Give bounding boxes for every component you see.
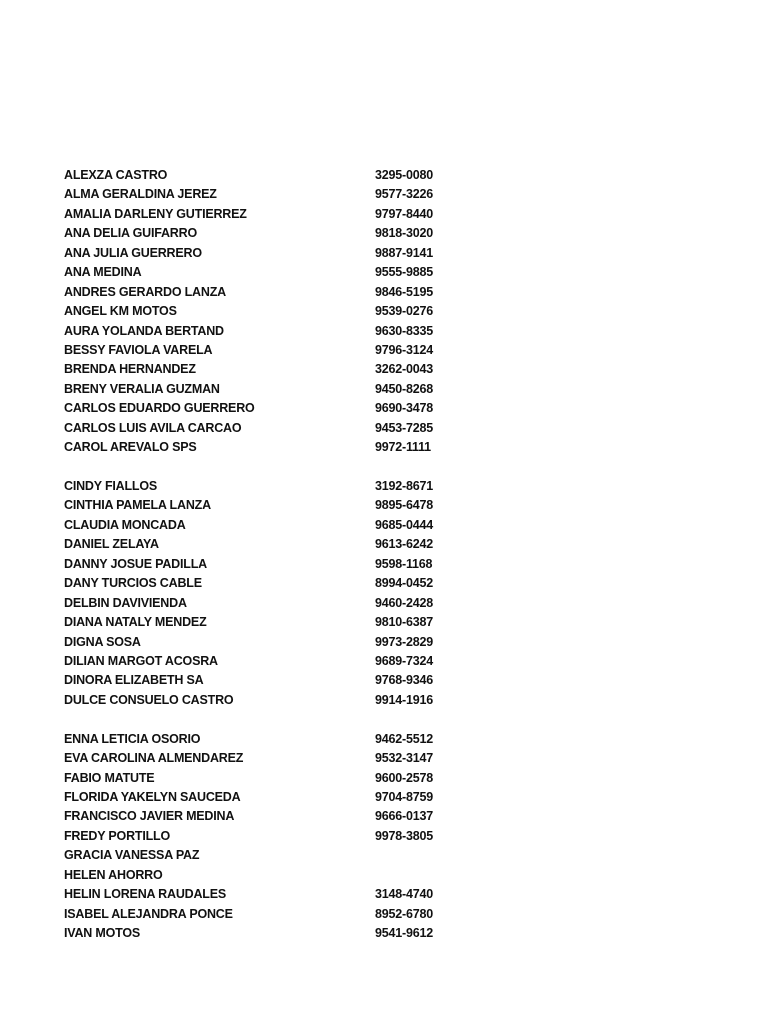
contact-name: CAROL AREVALO SPS	[64, 440, 197, 455]
contact-name: ISABEL ALEJANDRA PONCE	[64, 906, 233, 921]
contact-row	[64, 710, 464, 729]
contact-name: FRANCISCO JAVIER MEDINA	[64, 809, 235, 824]
contact-phone: 9600-2578	[375, 770, 433, 785]
contact-phone: 9704-8759	[375, 790, 433, 804]
contact-row	[64, 477, 464, 496]
contact-name: CINTHIA PAMELA LANZA	[64, 498, 211, 513]
contact-row	[64, 341, 464, 360]
contact-phone: 3148-4740	[375, 887, 433, 902]
contact-phone: 9460-2428	[375, 595, 433, 610]
contact-phone: 9972-1111	[375, 440, 431, 455]
contact-name: AMALIA DARLENY GUTIERREZ	[64, 206, 247, 221]
contact-row	[64, 535, 464, 554]
contact-name: DIANA NATALY MENDEZ	[64, 615, 207, 630]
contact-row	[64, 788, 464, 807]
contact-row	[64, 846, 464, 865]
contact-phone: 3192-8671	[375, 479, 433, 493]
contact-row	[64, 866, 464, 885]
contact-name: BESSY FAVIOLA VARELA	[64, 342, 213, 357]
contact-row	[64, 458, 464, 477]
contact-name: ANA DELIA GUIFARRO	[64, 226, 197, 241]
contact-phone: 9685-0444	[375, 517, 433, 532]
contact-row	[64, 691, 464, 710]
contact-phone: 8952-6780	[375, 906, 433, 921]
contact-row	[64, 205, 464, 224]
contact-name: ANGEL KM MOTOS	[64, 304, 177, 319]
contact-row	[64, 419, 464, 438]
contact-row	[64, 244, 464, 263]
contact-phone: 9895-6478	[375, 498, 433, 513]
contact-row	[64, 555, 464, 574]
contact-row	[64, 360, 464, 379]
contact-phone: 9450-8268	[375, 381, 433, 396]
contact-phone: 9541-9612	[375, 926, 433, 941]
contact-phone: 8994-0452	[375, 576, 433, 591]
contact-phone: 9689-7324	[375, 653, 433, 668]
contact-name: HELIN LORENA RAUDALES	[64, 887, 227, 902]
contact-name: DELBIN DAVIVIENDA	[64, 595, 187, 610]
contact-name: DULCE CONSUELO CASTRO	[64, 692, 234, 707]
contact-phone: 9914-1916	[375, 692, 433, 707]
contact-row	[64, 594, 464, 613]
contact-row	[64, 924, 464, 943]
contact-name: HELEN AHORRO	[64, 867, 163, 882]
contact-name: ENNA LETICIA OSORIO	[64, 731, 201, 746]
contact-row	[64, 671, 464, 690]
contact-phone: 3262-0043	[375, 362, 433, 377]
contact-row	[64, 652, 464, 671]
contact-row	[64, 380, 464, 399]
contact-row	[64, 885, 464, 904]
contact-phone: 9973-2829	[375, 634, 433, 649]
contact-row	[64, 633, 464, 652]
contact-row	[64, 807, 464, 826]
contact-name: GRACIA VANESSA PAZ	[64, 848, 200, 863]
contact-name: DINORA ELIZABETH SA	[64, 673, 204, 688]
contact-row	[64, 574, 464, 593]
contact-name: CARLOS EDUARDO GUERRERO	[64, 401, 255, 416]
contact-name: CLAUDIA MONCADA	[64, 517, 186, 532]
contact-phone: 9666-0137	[375, 809, 433, 824]
contact-row	[64, 399, 464, 418]
contact-name: DANY TURCIOS CABLE	[64, 576, 202, 591]
contact-name: FABIO MATUTE	[64, 770, 155, 785]
contact-phone: 9453-7285	[375, 420, 433, 435]
contact-row	[64, 827, 464, 846]
contact-phone: 9462-5512	[375, 731, 433, 746]
contact-row	[64, 322, 464, 341]
contact-row	[64, 302, 464, 321]
contact-row	[64, 516, 464, 535]
contact-name: ALMA GERALDINA JEREZ	[64, 187, 217, 202]
contact-row	[64, 166, 464, 185]
contact-phone: 9598-1168	[375, 556, 433, 571]
contact-name: BRENDA HERNANDEZ	[64, 362, 196, 377]
contact-phone: 9810-6387	[375, 615, 433, 630]
contact-phone: 9577-3226	[375, 187, 433, 202]
contact-name: EVA CAROLINA ALMENDAREZ	[64, 751, 244, 766]
contact-phone: 9768-9346	[375, 673, 433, 688]
contact-phone: 9978-3805	[375, 828, 433, 843]
contact-name: IVAN MOTOS	[64, 926, 141, 941]
contact-row	[64, 185, 464, 204]
contact-row	[64, 438, 464, 457]
contact-phone: 9630-8335	[375, 323, 433, 338]
contact-phone: 9796-3124	[375, 342, 433, 357]
contact-row	[64, 730, 464, 749]
contact-name: CINDY FIALLOS	[64, 479, 158, 493]
contact-row	[64, 496, 464, 515]
contact-list	[64, 166, 464, 944]
contact-phone: 9539-0276	[375, 304, 433, 319]
contact-phone: 9555-9885	[375, 265, 433, 280]
contact-name: DANIEL ZELAYA	[64, 537, 159, 552]
contact-row	[64, 283, 464, 302]
contact-name: FLORIDA YAKELYN SAUCEDA	[64, 790, 241, 804]
contact-phone: 9846-5195	[375, 284, 433, 299]
contact-phone: 9532-3147	[375, 751, 433, 766]
contact-row	[64, 749, 464, 768]
contact-phone: 9818-3020	[375, 226, 433, 241]
contact-name: ANDRES GERARDO LANZA	[64, 284, 226, 299]
contact-name: ALEXZA CASTRO	[64, 168, 168, 182]
contact-row	[64, 613, 464, 632]
contact-phone: 9613-6242	[375, 537, 433, 552]
contact-name: CARLOS LUIS AVILA CARCAO	[64, 420, 242, 435]
contact-row	[64, 263, 464, 282]
contact-name: ANA MEDINA	[64, 265, 142, 280]
contact-name: DILIAN MARGOT ACOSRA	[64, 653, 218, 668]
contact-row	[64, 224, 464, 243]
contact-name: BRENY VERALIA GUZMAN	[64, 381, 220, 396]
contact-phone: 3295-0080	[375, 168, 433, 182]
contact-phone: 9887-9141	[375, 245, 433, 260]
contact-row	[64, 769, 464, 788]
contact-row	[64, 905, 464, 924]
contact-name: FREDY PORTILLO	[64, 828, 171, 843]
contact-phone: 9797-8440	[375, 206, 433, 221]
contact-name: AURA YOLANDA BERTAND	[64, 323, 224, 338]
contact-name: DANNY JOSUE PADILLA	[64, 556, 207, 571]
contact-name: ANA JULIA GUERRERO	[64, 245, 202, 260]
contact-name: DIGNA SOSA	[64, 634, 141, 649]
contact-phone: 9690-3478	[375, 401, 433, 416]
